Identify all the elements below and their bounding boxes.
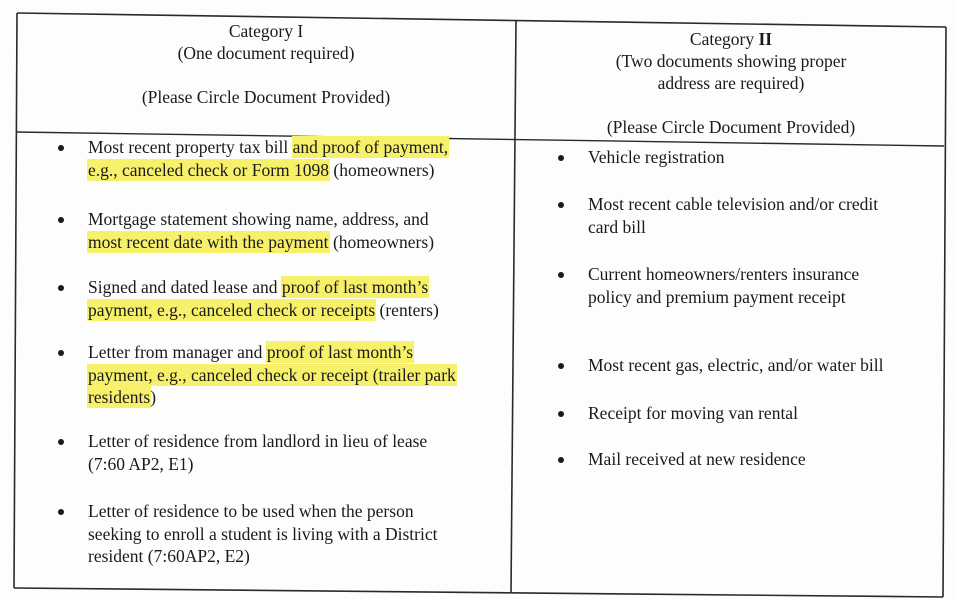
category-2-title-prefix: Category bbox=[689, 29, 759, 49]
item-text-segment: Receipt for moving van rental bbox=[588, 403, 798, 423]
item-text-segment: Vehicle registration bbox=[588, 147, 725, 167]
category-2-list bbox=[558, 146, 928, 486]
highlighted-text: payment, e.g., canceled check or receipts bbox=[88, 299, 376, 320]
bullet-icon bbox=[558, 411, 564, 417]
bullet-icon bbox=[558, 457, 564, 463]
bullet-icon bbox=[558, 272, 564, 278]
category-2-item-text bbox=[588, 354, 928, 377]
bullet-icon bbox=[58, 285, 64, 291]
category-2-item-text bbox=[588, 448, 928, 471]
category-2-item-text bbox=[588, 263, 928, 308]
item-text-segment: card bill bbox=[588, 216, 646, 237]
category-1-list bbox=[58, 136, 508, 586]
category-2-title bbox=[520, 28, 942, 50]
item-text-segment: Letter of residence from landlord in lieu of lease bbox=[88, 431, 428, 451]
category-1-title: Category I bbox=[228, 21, 304, 41]
category-2-title-roman: II bbox=[758, 29, 773, 49]
item-text-segment: Most recent property tax bill bbox=[88, 137, 293, 157]
item-text-segment: resident (7:60AP2, E2) bbox=[88, 546, 250, 566]
item-text-segment: Signed and dated lease and bbox=[88, 277, 282, 297]
bullet-icon bbox=[558, 155, 564, 161]
category-2-subtitle-line-2: address are required) bbox=[657, 73, 805, 93]
bullet-icon bbox=[58, 439, 64, 445]
item-text-segment: Mortgage statement showing name, address, and bbox=[88, 209, 429, 229]
highlighted-text: payment, e.g., canceled check or receipt (trailer park bbox=[88, 364, 456, 385]
item-text-segment: Mail received at new residence bbox=[588, 449, 806, 469]
bullet-icon bbox=[58, 145, 64, 151]
category-1-item-text bbox=[88, 208, 508, 253]
table-left-rule bbox=[14, 13, 17, 588]
bullet-icon bbox=[58, 509, 64, 515]
bullet-icon bbox=[558, 363, 564, 369]
bullet-icon bbox=[58, 350, 64, 356]
category-2-item-text bbox=[588, 146, 928, 169]
highlighted-text: and proof of payment, bbox=[292, 137, 449, 157]
bullet-icon bbox=[58, 217, 64, 223]
item-text-segment: policy and premium payment receipt bbox=[588, 286, 846, 307]
category-1-item-text bbox=[88, 276, 508, 321]
item-text-segment: Most recent gas, electric, and/or water bill bbox=[588, 355, 884, 375]
category-1-item-text bbox=[88, 500, 508, 568]
table-bottom-rule bbox=[14, 588, 943, 597]
highlighted-text: most recent date with the payment bbox=[88, 231, 329, 252]
item-text-segment: ) bbox=[150, 387, 157, 407]
item-text-segment: Current homeowners/renters insurance bbox=[588, 264, 860, 284]
category-1-subtitle: (One document required) bbox=[177, 43, 355, 63]
item-text-segment: (homeowners) bbox=[329, 159, 435, 180]
category-1-item-text bbox=[88, 341, 508, 409]
item-text-segment: Most recent cable television and/or credit bbox=[588, 194, 879, 214]
highlighted-text: residents bbox=[88, 387, 151, 407]
table-right-rule bbox=[943, 27, 946, 597]
category-2-instruction: (Please Circle Document Provided) bbox=[606, 117, 856, 137]
category-2-header bbox=[520, 28, 942, 138]
category-1-header bbox=[20, 20, 512, 108]
item-text-segment: (7:60 AP2, E1) bbox=[88, 453, 194, 474]
category-1-item-text bbox=[88, 136, 508, 181]
category-2-item-text bbox=[588, 402, 928, 425]
item-text-segment: (renters) bbox=[375, 299, 439, 320]
category-2-subtitle-line-1: (Two documents showing proper bbox=[615, 51, 847, 71]
category-2-item-text bbox=[588, 193, 928, 238]
highlighted-text: proof of last month’s bbox=[281, 277, 429, 297]
bullet-icon bbox=[558, 202, 564, 208]
highlighted-text: e.g., canceled check or Form 1098 bbox=[88, 159, 330, 180]
item-text-segment: (homeowners) bbox=[328, 231, 435, 252]
category-1-item-text bbox=[88, 430, 508, 475]
item-text-segment: Letter from manager and bbox=[88, 342, 267, 362]
highlighted-text: proof of last month’s bbox=[266, 342, 414, 362]
category-1-instruction: (Please Circle Document Provided) bbox=[141, 87, 391, 107]
item-text-segment: Letter of residence to be used when the person bbox=[88, 501, 414, 521]
item-text-segment: seeking to enroll a student is living with a District bbox=[88, 523, 438, 544]
